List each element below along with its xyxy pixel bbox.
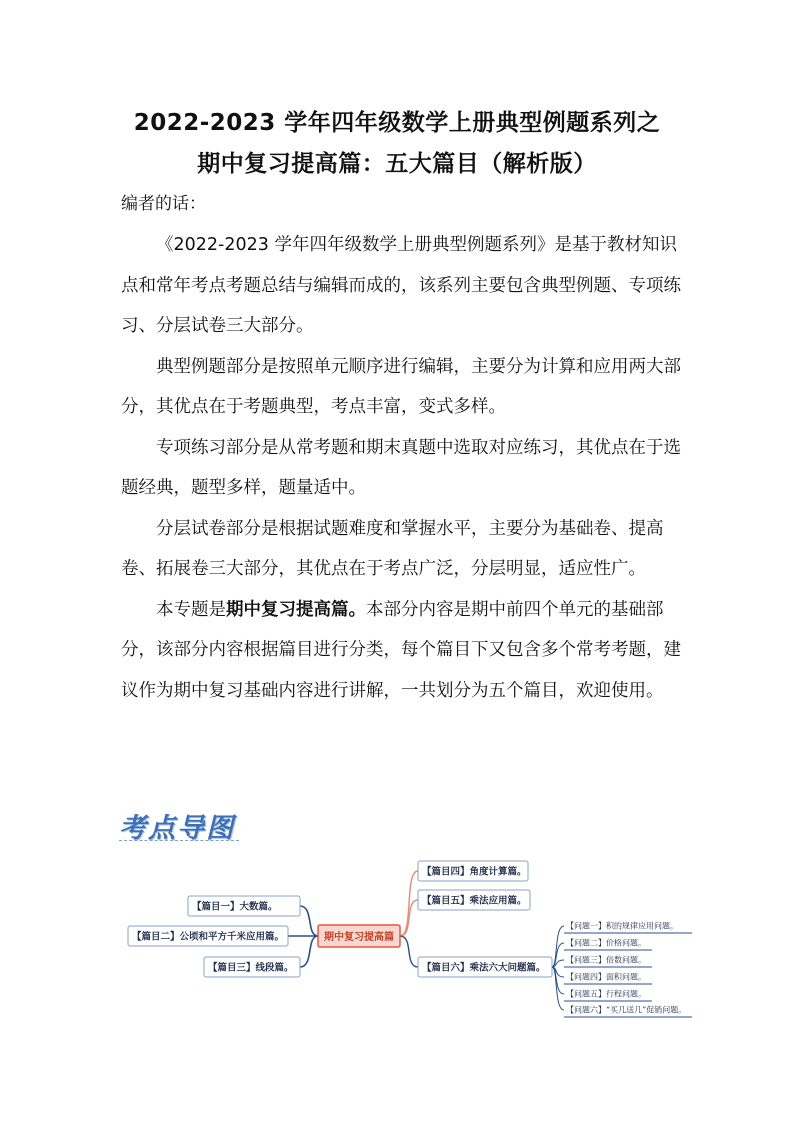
editor-note-body xyxy=(121,225,681,711)
topic-rest: 本部分内容是期中前四个单元的基础部分，该部分内容根据篇目进行分类，每个篇目下又包含多个常考考题，建议作为期中复习基础内容进行讲解，一共划分为五个篇目，欢迎使用。 xyxy=(121,599,681,701)
mindmap-sub-node-label: 【问题四】面积问题。 xyxy=(566,972,646,982)
mindmap-sub-node-label: 【问题三】倍数问题。 xyxy=(566,955,646,965)
paragraph-tests-section: 分层试卷部分是根据试题难度和掌握水平，主要分为基础卷、提高卷、拓展卷三大部分，其优点在于考点广泛，分层明显，适应性广。 xyxy=(121,518,664,579)
topic-lead: 本专题是 xyxy=(156,599,226,620)
mindmap-right-connector xyxy=(400,936,418,967)
document-title-line-2: 期中复习提高篇：五大篇目（解析版） xyxy=(197,151,597,177)
mindmap-left-node-label: 【篇目三】线段篇。 xyxy=(208,962,294,974)
mindmap-right-connector xyxy=(400,871,418,936)
mindmap-left-node-label: 【篇目二】公顷和平方千米应用篇。 xyxy=(132,931,285,943)
paragraph-series-intro: 《2022-2023 学年四年级数学上册典型例题系列》是基于教材知识点和常年考点考题总结与编辑而成的，该系列主要包含典型例题、专项练习、分层试卷三大部分。 xyxy=(121,235,681,336)
mindmap-right-node-label: 【篇目五】乘法应用篇。 xyxy=(422,895,527,907)
mindmap-center-label: 期中复习提高篇 xyxy=(324,932,394,943)
mindmap-diagram xyxy=(0,840,794,1040)
mindmap-left-node-label: 【篇目一】大数篇。 xyxy=(192,901,278,913)
editor-note-label: 编者的话： xyxy=(121,194,206,214)
mindmap-left-connector xyxy=(300,906,318,936)
paragraph-topic xyxy=(121,590,681,712)
mindmap-sub-connector xyxy=(552,967,564,994)
mindmap-right-node-label: 【篇目四】角度计算篇。 xyxy=(422,866,527,878)
mindmap-sub-node-label: 【问题一】积的规律应用问题。 xyxy=(566,921,678,931)
paragraph-practice-section: 专项练习部分是从常考题和期末真题中选取对应练习，其优点在于选题经典，题型多样，题量适中。 xyxy=(121,437,681,498)
mindmap-left-connector xyxy=(300,936,318,967)
document-title-line-1: 2022-2023 学年四年级数学上册典型例题系列之 xyxy=(133,110,661,136)
mindmap-heading: 考点导图 xyxy=(119,813,235,844)
mindmap-sub-node-label: 【问题二】价格问题。 xyxy=(566,938,646,948)
mindmap-right-node-label: 【篇目六】乘法六大问题篇。 xyxy=(422,962,546,974)
paragraph-example-section: 典型例题部分是按照单元顺序进行编辑，主要分为计算和应用两大部分，其优点在于考题典型，考点丰富，变式多样。 xyxy=(121,356,681,417)
mindmap-sub-connector xyxy=(552,926,564,967)
mindmap-sub-node-label: 【问题六】“买几送几”促销问题。 xyxy=(566,1005,687,1015)
topic-bold: 期中复习提高篇。 xyxy=(226,599,366,620)
mindmap-sub-node-label: 【问题五】行程问题。 xyxy=(566,989,646,999)
